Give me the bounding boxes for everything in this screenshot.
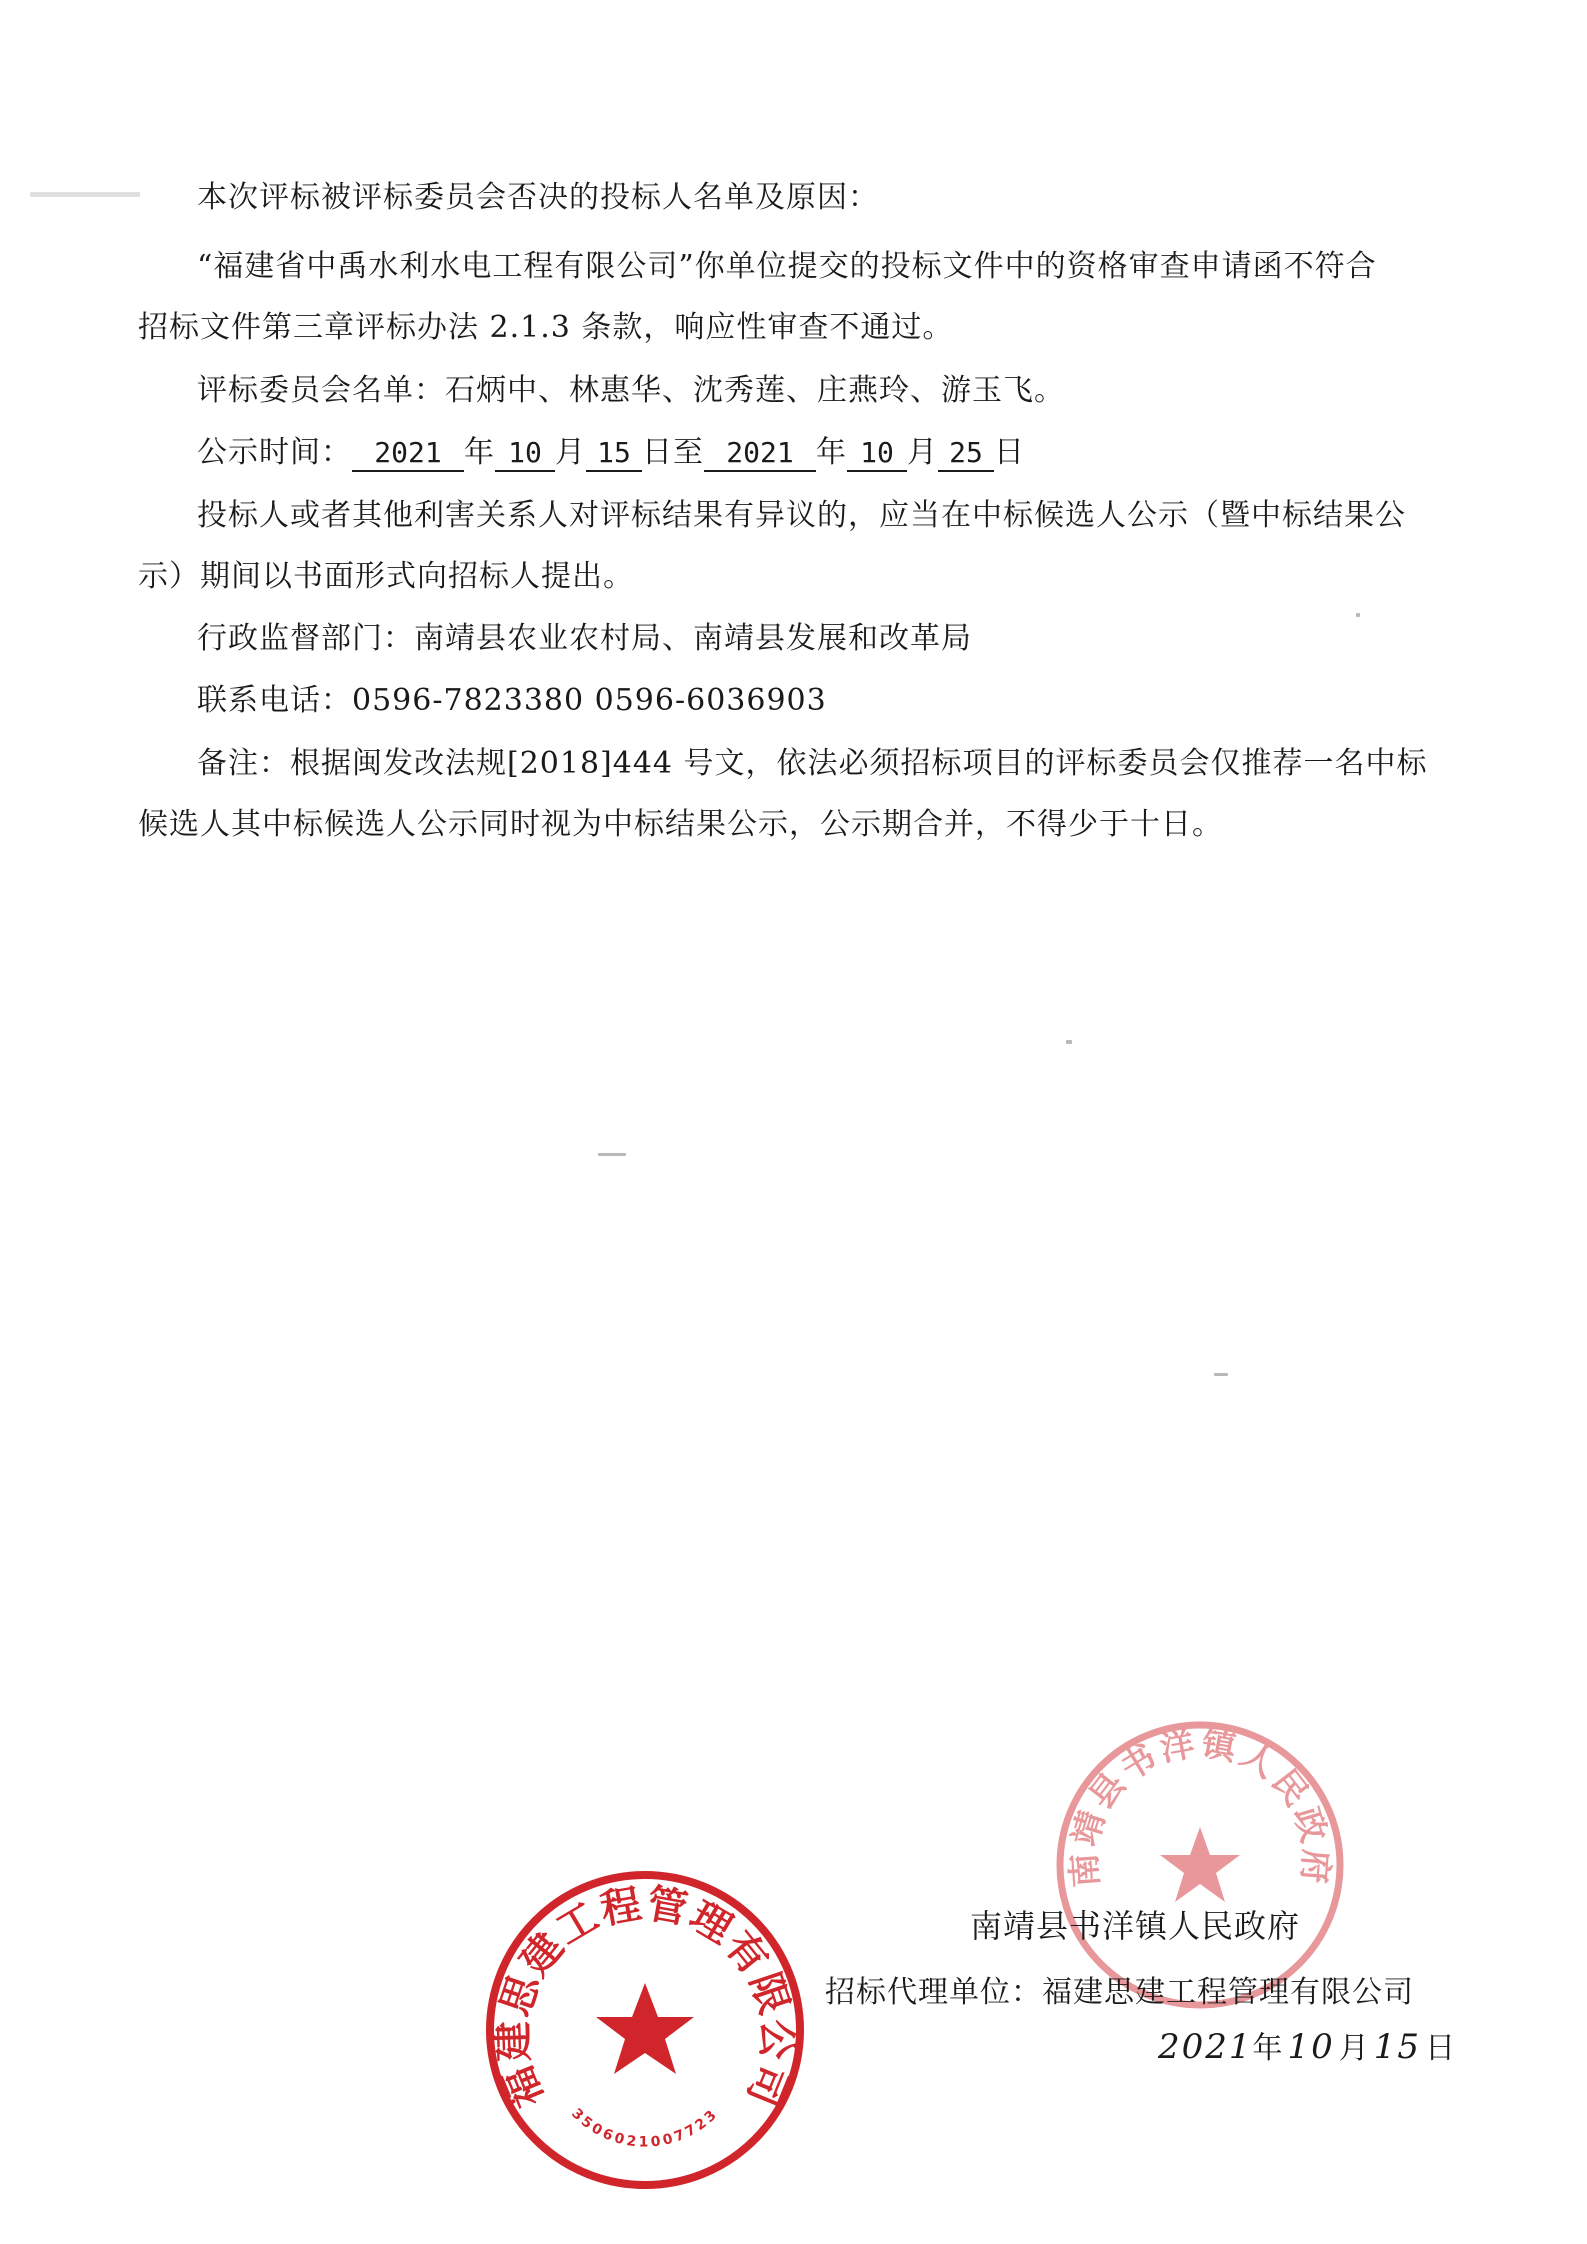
agent-seal-text: 福建思建工程管理有限公司 [490,1880,800,2114]
agent-company-seal-stamp [480,1865,810,2195]
heading: 本次评标被评标委员会否决的投标人名单及原因： [197,180,879,215]
publicity-start-day: 15 [586,436,642,472]
rejection-line-2: 招标文件第三章评标办法 2.1.3 条款，响应性审查不通过。 [138,310,954,345]
publicity-year-char: 年 [464,435,495,470]
publicity-start-year: 2021 [352,436,464,472]
government-seal-stamp [1050,1715,1350,2015]
objection-line-1: 投标人或者其他利害关系人对评标结果有异议的，应当在中标候选人公示（暨中标结果公 [197,498,1406,533]
scan-speck [1356,613,1360,617]
scan-speck [1214,1373,1228,1376]
publicity-month-char-2: 月 [907,435,938,470]
signature-date [1158,2027,1456,2069]
objection-line-2: 示）期间以书面形式向招标人提出。 [138,559,634,594]
publicity-to-text: 日至 [642,435,704,470]
publicity-period [0,433,1587,473]
publicity-label: 公示时间： [197,435,352,470]
government-seal-star [1160,1827,1240,1902]
date-day-char: 日 [1425,2031,1457,2066]
supervision-departments: 行政监督部门：南靖县农业农村局、南靖县发展和改革局 [197,621,972,656]
publicity-year-char-2: 年 [816,435,847,470]
scan-speck [1066,1040,1072,1044]
publicity-end-year: 2021 [704,436,816,472]
publicity-end-month: 10 [847,436,907,472]
scan-speck [598,1153,626,1156]
scan-speck [30,192,140,197]
publicity-start-month: 10 [495,436,555,472]
agent-seal-star [596,1983,694,2074]
rejection-line-1: “福建省中禹水利水电工程有限公司”你单位提交的投标文件中的资格审查申请函不符合 [197,249,1377,284]
contact-phone: 联系电话：0596-7823380 0596-6036903 [197,683,827,718]
publicity-end-day: 25 [938,436,994,472]
note-line-2: 候选人其中标候选人公示同时视为中标结果公示，公示期合并，不得少于十日。 [138,807,1223,842]
publicity-month-char: 月 [555,435,586,470]
date-year-char: 年 [1252,2031,1284,2066]
committee-list: 评标委员会名单：石炳中、林惠华、沈秀莲、庄燕玲、游玉飞。 [197,373,1065,408]
tenderer-name: 南靖县书洋镇人民政府 [970,1907,1301,1945]
date-month-handwritten: 10 [1287,2027,1335,2067]
svg-text:3506021007723 [568,2106,722,2151]
date-month-char: 月 [1338,2031,1370,2066]
government-seal-text: 南靖县书洋镇人民政府 [1063,1723,1337,1889]
date-day-handwritten: 15 [1373,2027,1422,2067]
date-year-handwritten: 2021 [1158,2027,1253,2067]
agent-name: 招标代理单位：福建思建工程管理有限公司 [825,1975,1414,2010]
publicity-day-char: 日 [994,435,1025,470]
agent-seal-code: 3506021007723 [568,2105,722,2151]
note-line-1: 备注：根据闽发改法规[2018]444 号文，依法必须招标项目的评标委员会仅推荐一名中标 [197,746,1428,781]
